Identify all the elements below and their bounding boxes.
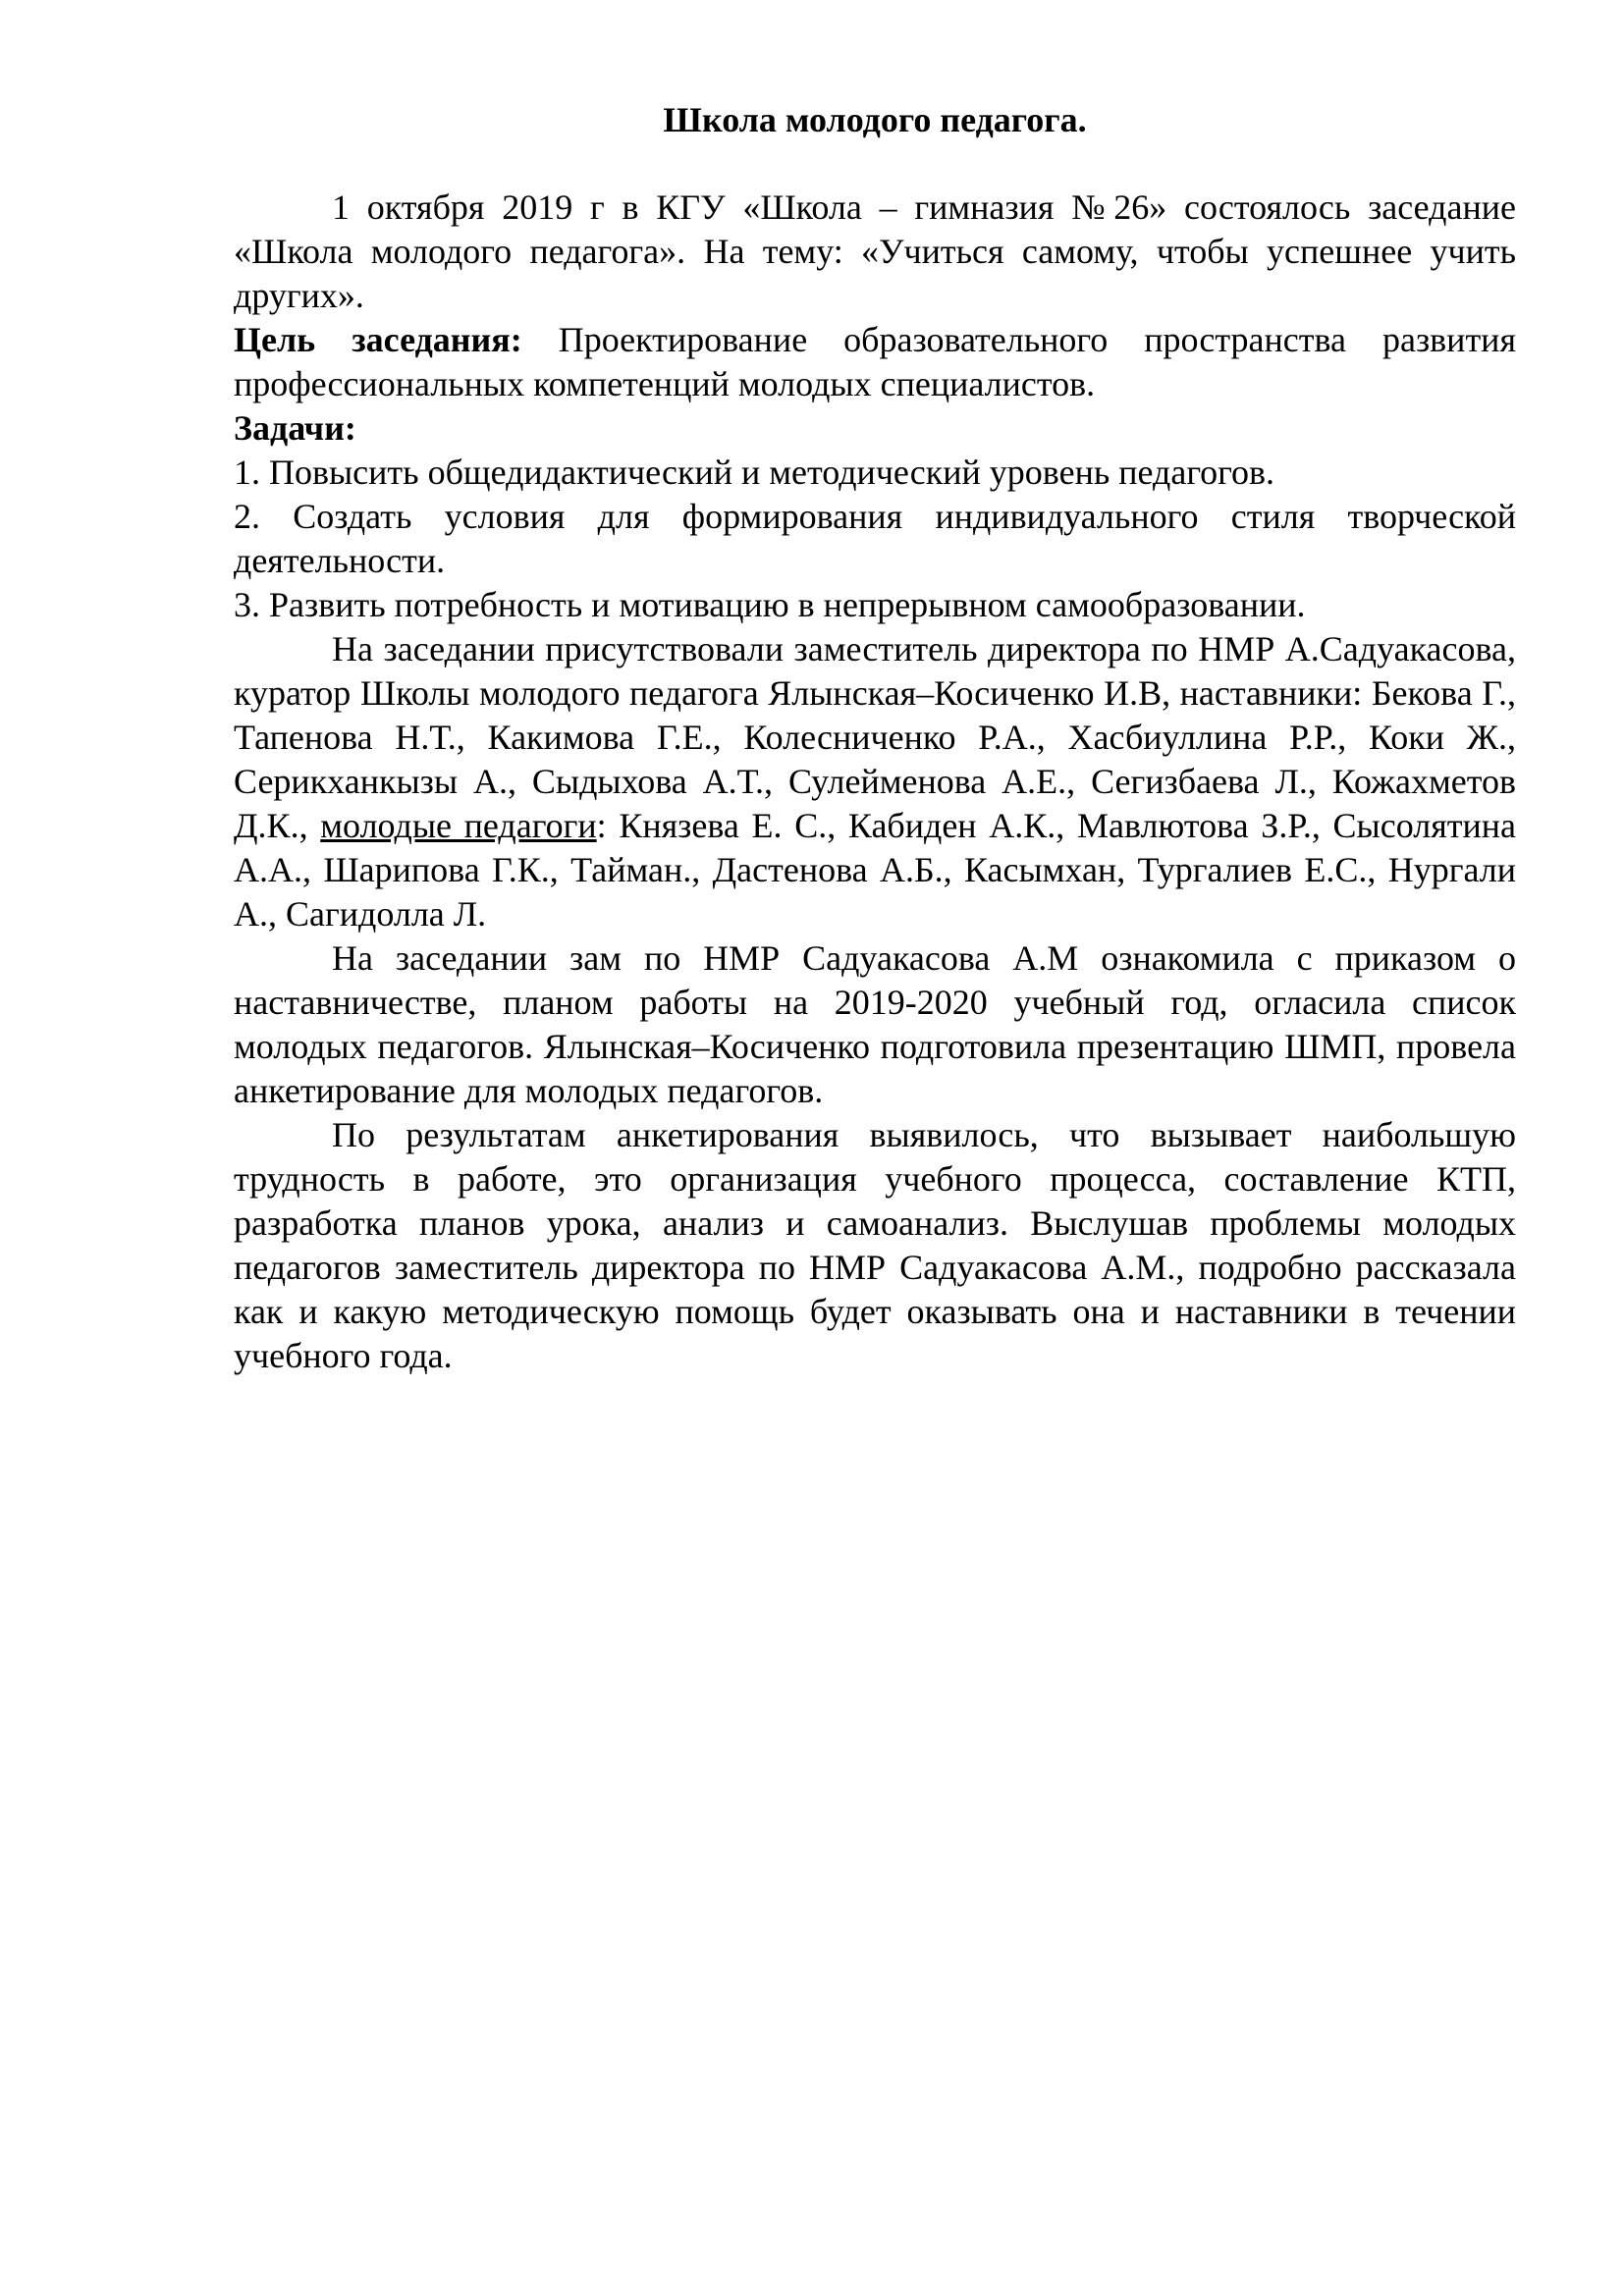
meeting-paragraph: На заседании зам по НМР Садуакасова А.М ознакомила с приказом о наставничестве, планом работы на 2019-2020 учебный год, огласила список молодых педагогов. Ялынская–Косиченко подготовила презентацию ШМП, провела анкетирование для молодых педагогов.	[234, 938, 1516, 1110]
attendance-paragraph	[234, 627, 1516, 936]
task-item-3: 3. Развить потребность и мотивацию в непрерывном самообразовании.	[234, 585, 1306, 624]
intro-paragraph: 1 октября 2019 г в КГУ «Школа – гимназия №26» состоялось заседание «Школа молодого педагога». На тему: «Учиться самому, чтобы успешнее учить других».	[234, 187, 1516, 315]
task-item-2: 2. Создать условия для формирования индивидуального стиля творческой деятельности.	[234, 497, 1516, 580]
attendance-after: : Князева Е. С., Кабиден А.К., Мавлютова З.Р., Сысолятина А.А., Шарипова Г.К., Тайман., Дастенова А.Б., Касымхан, Тургалиев Е.С., Нургали А., Сагидолла Л.	[234, 806, 1517, 934]
attendance-young-teachers-label: молодые педагоги	[320, 806, 597, 845]
goal-paragraph	[234, 318, 1516, 406]
document-page	[234, 98, 1516, 1378]
goal-text: Проектирование образовательного пространства развития профессиональных компетенций молодых специалистов.	[234, 320, 1516, 403]
tasks-label: Задачи:	[234, 408, 356, 448]
task-item-1: 1. Повысить общедидактический и методический уровень педагогов.	[234, 453, 1275, 492]
goal-label: Цель заседания:	[234, 320, 522, 359]
document-title: Школа молодого педагога.	[663, 100, 1087, 139]
results-paragraph: По результатам анкетирования выявилось, что вызывает наибольшую трудность в работе, это организация учебного процесса, составление КТП, разработка планов урока, анализ и самоанализ. Выслушав проблемы молодых педагогов заместитель директора по НМР Садуакасова А.М., подробно рассказала как и какую методическую помощь будет оказывать она и наставники в течении учебного года.	[234, 1115, 1516, 1375]
attendance-before: На заседании присутствовали заместитель директора по НМР А.Садуакасова, куратор Школы молодого педагога Ялынская–Косиченко И.В, наставники: Бекова Г., Тапенова Н.Т., Какимова Г.Е., Колесниченко Р.А., Хасбиуллина Р.Р., Коки Ж., Серикханкызы А., Сыдыхова А.Т., Сулейменова А.Е., Сегизбаева Л., Кожахметов Д.К.,	[234, 629, 1516, 845]
